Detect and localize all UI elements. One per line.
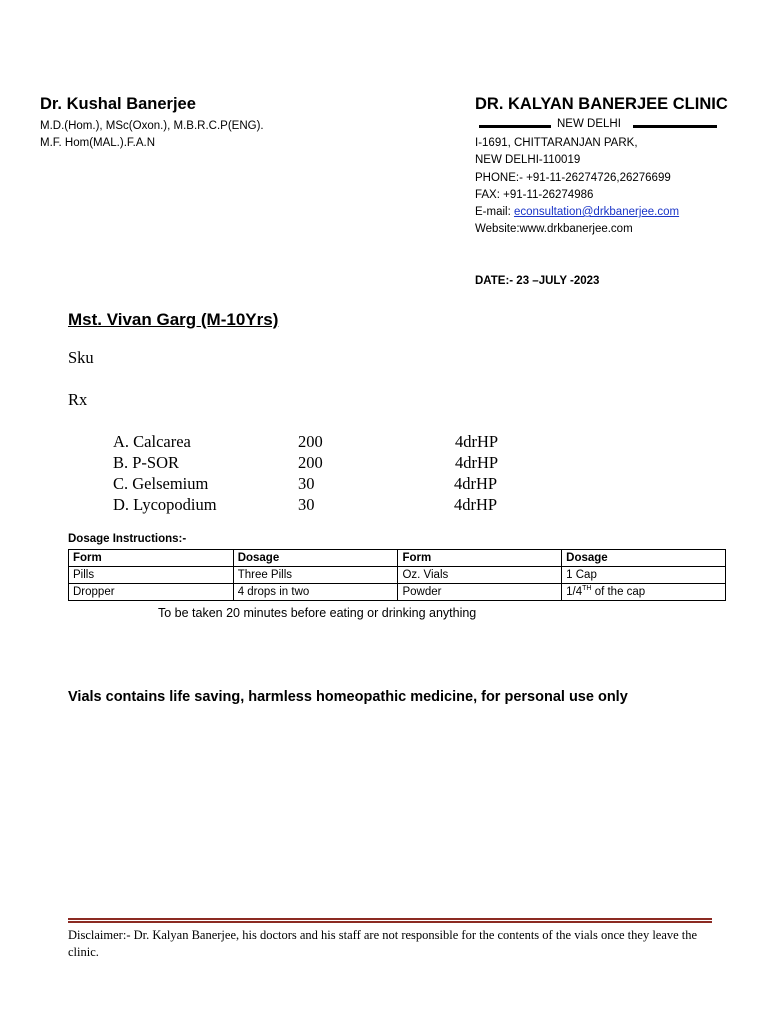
clinic-fax: FAX: +91-11-26274986 <box>475 189 594 201</box>
medicine-dose: 4drHP <box>454 495 498 514</box>
medicine-name: C. Gelsemium <box>113 474 209 493</box>
clinic-phone: PHONE:- +91-11-26274726,26276699 <box>475 172 671 184</box>
dosage-cell: Oz. Vials <box>398 567 562 584</box>
medicine-dose: 4drHP <box>455 432 499 451</box>
medicine-dose: 4drHP <box>454 474 498 493</box>
dosage-cell: Three Pills <box>233 567 398 584</box>
doctor-name: Dr. Kushal Banerjee <box>40 95 196 113</box>
vials-note: Vials contains life saving, harmless homeopathic medicine, for personal use only <box>68 689 628 705</box>
disclaimer: Disclaimer:- Dr. Kalyan Banerjee, his doctors and his staff are not responsible for the contents of the vials once they leave the clinic. <box>68 928 698 959</box>
city-right-rule <box>633 125 717 128</box>
dosage-cell-powder <box>562 584 726 601</box>
clinic-email-row <box>475 206 679 218</box>
city-left-rule <box>479 125 551 128</box>
dosage-cell: Powder <box>398 584 562 601</box>
clinic-address-line-2: NEW DELHI-110019 <box>475 154 581 166</box>
prescription-date: DATE:- 23 –JULY -2023 <box>475 275 600 287</box>
email-label: E-mail: <box>475 206 514 218</box>
footer-divider <box>68 918 712 923</box>
doctor-qualification-line-1: M.D.(Hom.), MSc(Oxon.), M.B.R.C.P(ENG). <box>40 120 264 132</box>
table-row <box>69 584 726 601</box>
rx-symbol: Rx <box>68 390 88 409</box>
medicine-name: D. Lycopodium <box>113 495 217 514</box>
clinic-name: DR. KALYAN BANERJEE CLINIC <box>475 95 728 113</box>
sku-label: Sku <box>68 348 94 367</box>
dosage-cell: Dropper <box>69 584 234 601</box>
dosage-header-cell: Dosage <box>562 550 726 567</box>
medicine-potency: 30 <box>298 474 315 493</box>
dosage-cell: Pills <box>69 567 234 584</box>
table-row <box>69 567 726 584</box>
medicine-dose: 4drHP <box>455 453 499 472</box>
medicine-name: B. P-SOR <box>113 453 180 472</box>
footer-divider-line <box>68 921 712 923</box>
clinic-address-line-1: I-1691, CHITTARANJAN PARK, <box>475 137 638 149</box>
powder-superscript: TH <box>582 585 592 593</box>
dosage-instructions-title: Dosage Instructions:- <box>68 533 187 545</box>
medicine-potency: 200 <box>298 432 323 451</box>
clinic-city: NEW DELHI <box>557 118 621 130</box>
dosage-header-cell: Dosage <box>233 550 398 567</box>
patient-name: Mst. Vivan Garg (M-10Yrs) <box>68 310 279 329</box>
powder-suffix: of the cap <box>591 586 646 598</box>
email-link[interactable]: econsultation@drkbanerjee.com <box>513 206 680 218</box>
dosage-cell: 4 drops in two <box>233 584 398 601</box>
clinic-website: Website:www.drkbanerjee.com <box>475 223 633 235</box>
medicine-potency: 200 <box>298 453 323 472</box>
footer-divider-line <box>68 918 712 920</box>
clinic-city-row <box>475 118 717 134</box>
dosage-table <box>68 549 726 601</box>
powder-fraction: 1/4 <box>566 586 583 598</box>
dosage-header-row <box>69 550 726 567</box>
timing-note: To be taken 20 minutes before eating or drinking anything <box>158 606 477 620</box>
medicine-potency: 30 <box>298 495 315 514</box>
dosage-header-cell: Form <box>398 550 562 567</box>
dosage-header-cell: Form <box>69 550 234 567</box>
doctor-qualification-line-2: M.F. Hom(MAL.).F.A.N <box>40 137 156 149</box>
dosage-cell: 1 Cap <box>562 567 726 584</box>
medicine-name: A. Calcarea <box>113 432 191 451</box>
